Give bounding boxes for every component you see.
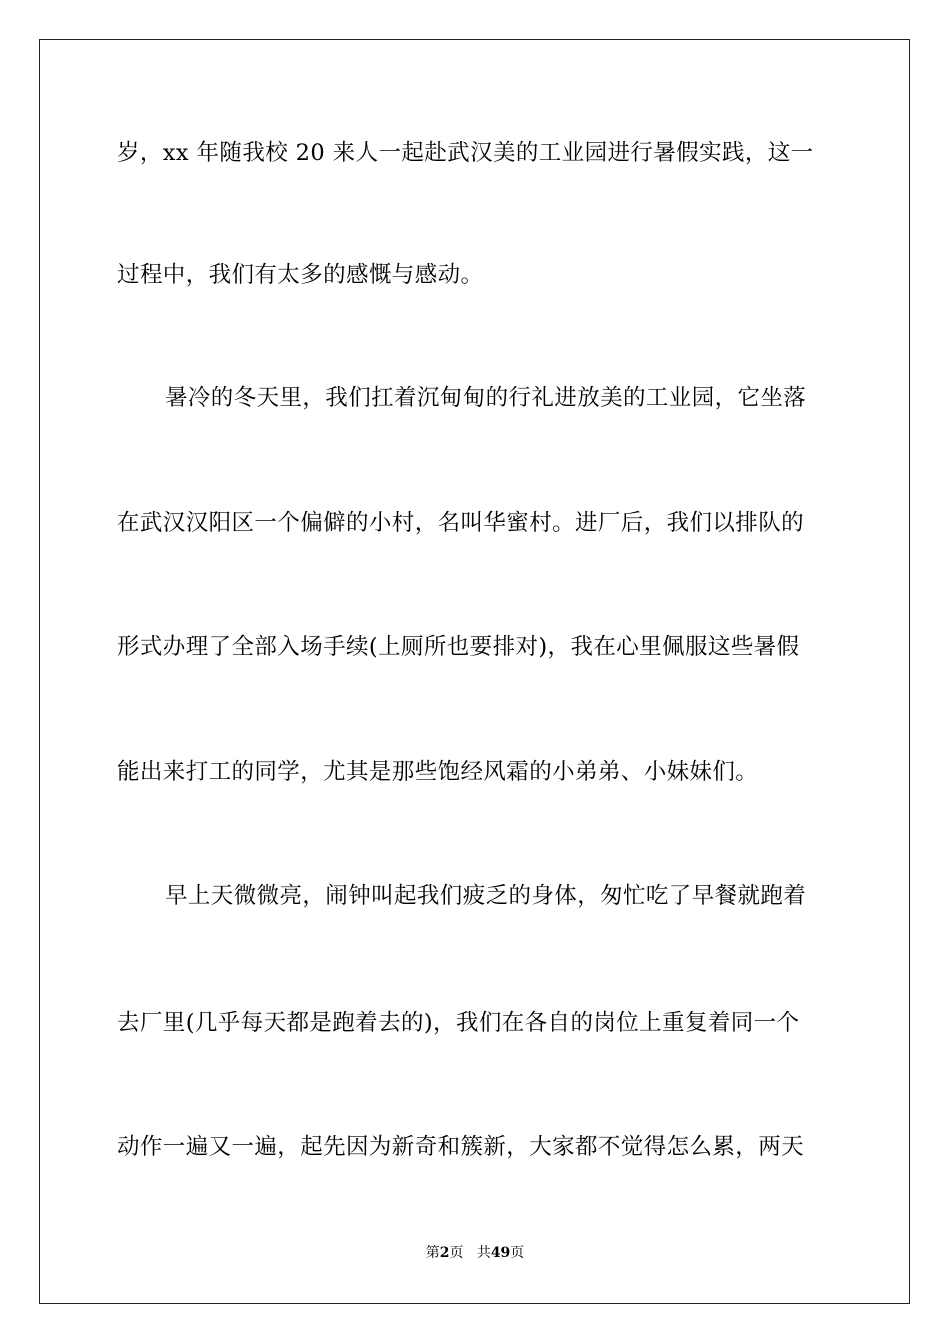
body-line-1: 岁，xx 年随我校 20 来人一起赴武汉美的工业园进行暑假实践，这一	[117, 140, 814, 166]
body-line-2: 过程中，我们有太多的感慨与感动。	[117, 262, 484, 288]
footer-total-suffix: 页	[510, 1245, 525, 1261]
footer-total-prefix: 共	[476, 1245, 491, 1261]
body-line-4: 在武汉汉阳区一个偏僻的小村，名叫华蜜村。进厂后，我们以排队的	[117, 510, 805, 536]
body-line-8: 去厂里(几乎每天都是跑着去的)，我们在各自的岗位上重复着同一个	[117, 1010, 800, 1036]
body-line-3: 暑冷的冬天里，我们扛着沉甸甸的行礼进放美的工业园，它坐落	[165, 385, 807, 411]
footer-page-suffix: 页	[449, 1245, 464, 1261]
footer-page-number: 2	[439, 1245, 450, 1261]
body-line-7: 早上天微微亮，闹钟叫起我们疲乏的身体，匆忙吃了早餐就跑着	[165, 883, 807, 909]
page-footer	[0, 1244, 950, 1262]
body-line-9: 动作一遍又一遍，起先因为新奇和簇新，大家都不觉得怎么累，两天	[117, 1134, 805, 1160]
body-line-6: 能出来打工的同学，尤其是那些饱经风霜的小弟弟、小妹妹们。	[117, 759, 759, 785]
page-border	[39, 39, 910, 1304]
footer-total-pages: 49	[490, 1245, 511, 1261]
body-line-5: 形式办理了全部入场手续(上厕所也要排对)，我在心里佩服这些暑假	[117, 634, 800, 660]
footer-page-prefix: 第	[425, 1245, 440, 1261]
